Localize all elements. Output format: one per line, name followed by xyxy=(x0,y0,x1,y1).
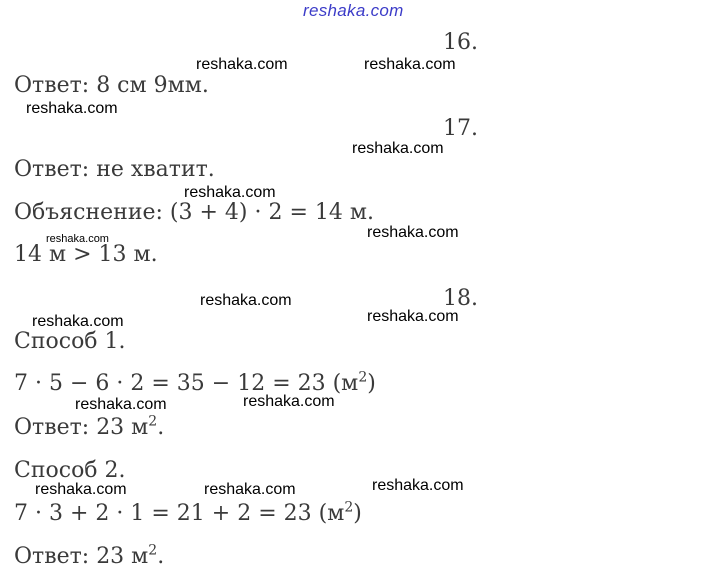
problem-17-answer: Ответ: не хватит. xyxy=(14,157,215,182)
method-2-title: Способ 2. xyxy=(14,458,126,483)
problem-17-comparison: 14 м > 13 м. xyxy=(14,242,158,267)
problem-18-number: 18. xyxy=(443,286,478,311)
watermark: reshaka.com xyxy=(26,100,118,117)
problem-16-answer: Ответ: 8 см 9мм. xyxy=(14,73,209,98)
watermark: reshaka.com xyxy=(352,140,444,157)
watermark: reshaka.com xyxy=(196,56,288,73)
problem-16-number: 16. xyxy=(443,30,478,55)
watermark: reshaka.com xyxy=(35,481,127,498)
watermark: reshaka.com xyxy=(364,56,456,73)
method-1-title: Способ 1. xyxy=(14,329,126,354)
method-1-answer: Ответ: 23 $м^2$. xyxy=(14,413,165,440)
watermark: reshaka.com xyxy=(200,292,292,309)
watermark: reshaka.com xyxy=(75,396,167,413)
watermark: reshaka.com xyxy=(367,224,459,241)
watermark: reshaka.com xyxy=(32,313,124,330)
problem-17-number: 17. xyxy=(443,116,478,141)
method-1-equation: 7 · 5 − 6 · 2 = 35 − 12 = 23 $(м^2)$ xyxy=(14,369,376,396)
watermark: reshaka.com xyxy=(243,393,335,410)
method-2-answer: Ответ: 23 $м^2$. xyxy=(14,542,165,569)
watermark: reshaka.com xyxy=(46,233,109,245)
watermark: reshaka.com xyxy=(184,184,276,201)
watermark: reshaka.com xyxy=(204,481,296,498)
site-header: reshaka.com xyxy=(303,1,404,20)
problem-17-explanation: Объяснение: (3 + 4) · 2 = 14 м. xyxy=(14,200,374,225)
watermark: reshaka.com xyxy=(372,477,464,494)
watermark: reshaka.com xyxy=(367,308,459,325)
method-2-equation: 7 · 3 + 2 · 1 = 21 + 2 = 23 $(м^2)$ xyxy=(14,499,362,526)
